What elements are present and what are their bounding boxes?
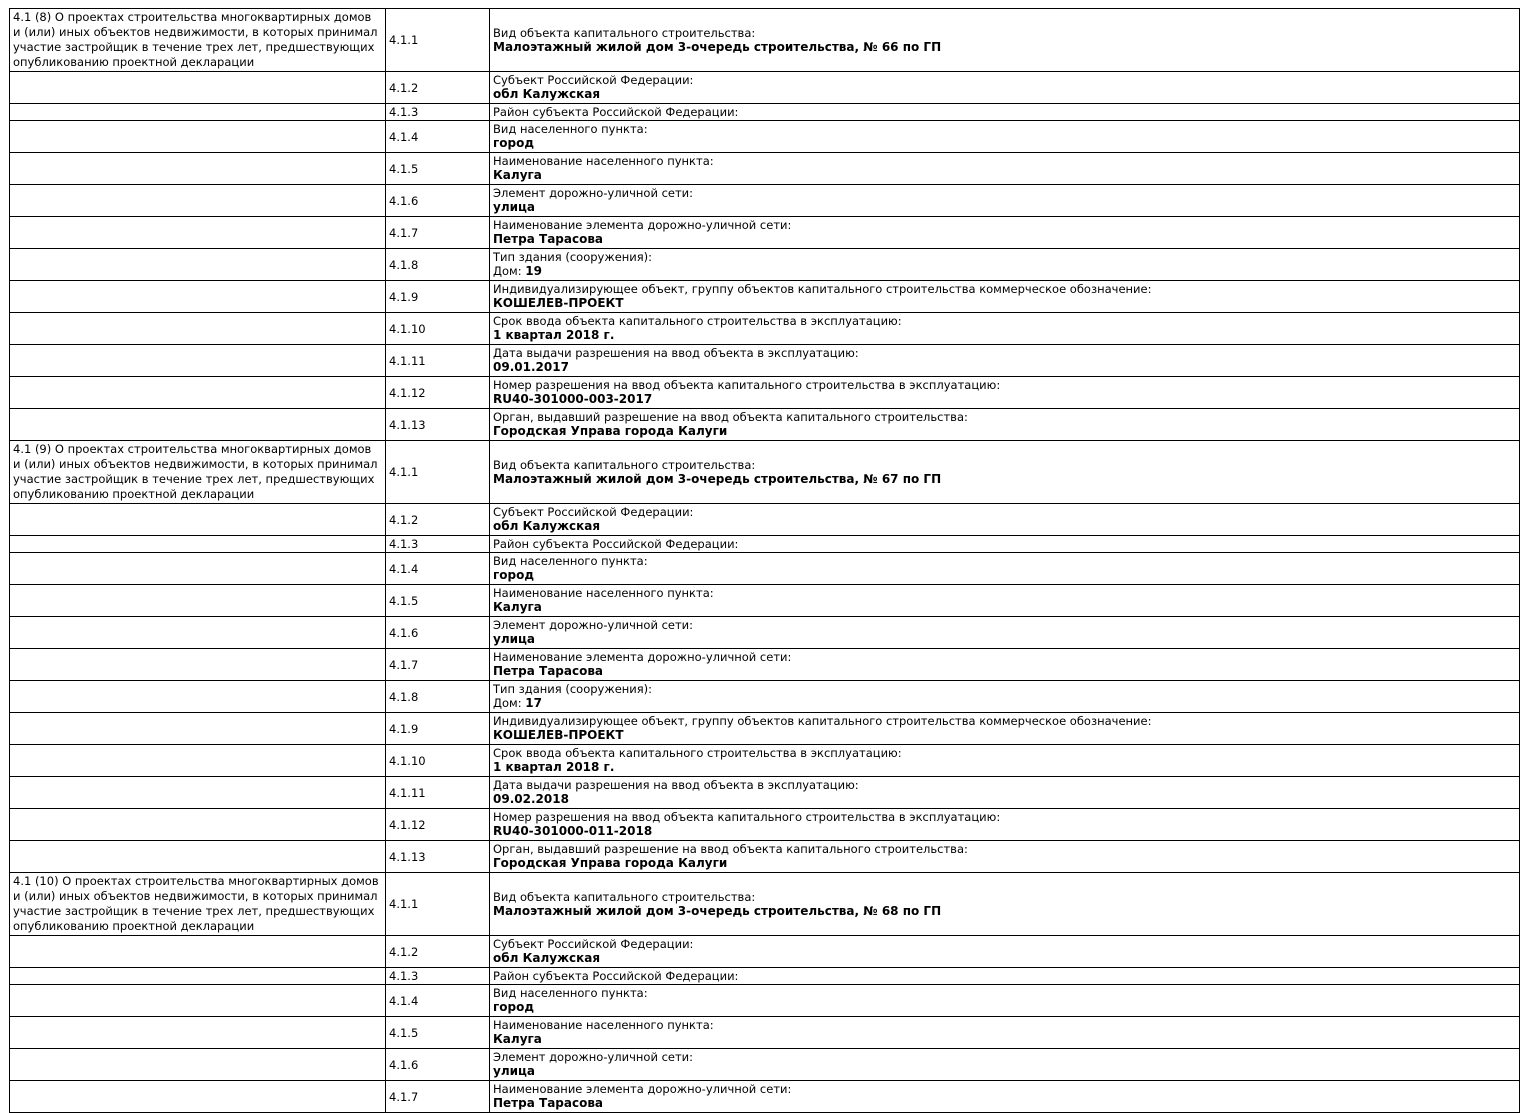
row-number: 4.1.7 xyxy=(389,1089,419,1104)
field-label: Номер разрешения на ввод объекта капитального строительства в эксплуатацию: xyxy=(493,810,1001,824)
section-description-cell xyxy=(10,1017,386,1049)
table-row xyxy=(10,504,1520,536)
row-number-cell xyxy=(386,104,490,121)
row-number: 4.1.3 xyxy=(389,537,419,551)
table-row xyxy=(10,9,1520,72)
table-row xyxy=(10,553,1520,585)
table-row xyxy=(10,377,1520,409)
row-content-cell xyxy=(490,553,1520,585)
row-number: 4.1.5 xyxy=(389,1025,419,1040)
row-number-cell xyxy=(386,536,490,553)
field-value-line xyxy=(493,951,1515,966)
row-number: 4.1.13 xyxy=(389,849,426,864)
field-label: Номер разрешения на ввод объекта капитального строительства в эксплуатацию: xyxy=(493,378,1001,392)
field-value: обл Калужская xyxy=(493,87,601,101)
field-value-line xyxy=(493,1064,1515,1079)
row-content-cell xyxy=(490,1017,1520,1049)
row-content-cell xyxy=(490,9,1520,72)
row-number: 4.1.9 xyxy=(389,289,419,304)
row-content-cell xyxy=(490,873,1520,936)
section-description-cell xyxy=(10,281,386,313)
section-description-cell xyxy=(10,409,386,441)
section-description-cell xyxy=(10,968,386,985)
field-value-line xyxy=(493,632,1515,647)
table-row xyxy=(10,841,1520,873)
field-label: Субъект Российской Федерации: xyxy=(493,73,694,87)
field-value: 17 xyxy=(525,696,542,710)
row-number-cell xyxy=(386,713,490,745)
field-label: Тип здания (сооружения): xyxy=(493,682,653,696)
field-value-line xyxy=(493,696,1515,711)
row-content-cell xyxy=(490,1081,1520,1113)
row-number-cell xyxy=(386,441,490,504)
field-label: Срок ввода объекта капитального строительства в эксплуатацию: xyxy=(493,314,902,328)
row-content-cell xyxy=(490,281,1520,313)
field-value-line xyxy=(493,856,1515,871)
row-content-cell xyxy=(490,313,1520,345)
row-content-cell xyxy=(490,681,1520,713)
row-number: 4.1.7 xyxy=(389,225,419,240)
section-description-cell xyxy=(10,249,386,281)
section-description-cell xyxy=(10,617,386,649)
row-content-cell xyxy=(490,153,1520,185)
field-value-line xyxy=(493,392,1515,407)
row-number-cell xyxy=(386,345,490,377)
row-content-cell xyxy=(490,504,1520,536)
row-number: 4.1.2 xyxy=(389,512,419,527)
field-value: RU40-301000-003-2017 xyxy=(493,392,653,406)
field-value: Петра Тарасова xyxy=(493,232,604,246)
row-number-cell xyxy=(386,553,490,585)
row-content-cell xyxy=(490,249,1520,281)
row-content-cell xyxy=(490,985,1520,1017)
field-value: обл Калужская xyxy=(493,951,601,965)
table-row xyxy=(10,936,1520,968)
row-number: 4.1.4 xyxy=(389,129,419,144)
field-value-line xyxy=(493,296,1515,311)
section-description-cell xyxy=(10,1049,386,1081)
field-value-line xyxy=(493,728,1515,743)
table-row xyxy=(10,441,1520,504)
row-number: 4.1.11 xyxy=(389,353,426,368)
row-number: 4.1.4 xyxy=(389,993,419,1008)
row-number-cell xyxy=(386,9,490,72)
table-row xyxy=(10,777,1520,809)
table-row xyxy=(10,249,1520,281)
field-value-line xyxy=(493,792,1515,807)
field-label: Вид населенного пункта: xyxy=(493,122,648,136)
row-content-cell xyxy=(490,809,1520,841)
field-value-line xyxy=(493,760,1515,775)
field-label: Наименование населенного пункта: xyxy=(493,154,714,168)
table-row xyxy=(10,681,1520,713)
row-content-cell xyxy=(490,1049,1520,1081)
row-number-cell xyxy=(386,185,490,217)
row-content-cell xyxy=(490,345,1520,377)
section-description: 4.1 (9) О проектах строительства многоквартирных домов и (или) иных объектов недвижимости, в которых принимал участие застройщик в течение трех лет, предшествующих опубликованию проектной декларации xyxy=(13,442,378,501)
row-content-cell xyxy=(490,121,1520,153)
row-number: 4.1.11 xyxy=(389,785,426,800)
table-row xyxy=(10,121,1520,153)
table-row xyxy=(10,649,1520,681)
row-number: 4.1.12 xyxy=(389,385,426,400)
section-description-cell xyxy=(10,153,386,185)
row-content-cell xyxy=(490,585,1520,617)
row-content-cell xyxy=(490,745,1520,777)
field-value-line xyxy=(493,264,1515,279)
field-value: город xyxy=(493,136,535,150)
field-value: 1 квартал 2018 г. xyxy=(493,760,615,774)
table-row xyxy=(10,281,1520,313)
section-description-cell xyxy=(10,217,386,249)
field-label: Элемент дорожно-уличной сети: xyxy=(493,618,694,632)
row-content-cell xyxy=(490,617,1520,649)
field-value: Петра Тарасова xyxy=(493,664,604,678)
row-number-cell xyxy=(386,841,490,873)
row-content-cell xyxy=(490,713,1520,745)
row-number-cell xyxy=(386,968,490,985)
section-description-cell xyxy=(10,936,386,968)
row-number: 4.1.10 xyxy=(389,753,426,768)
section-description-cell xyxy=(10,1081,386,1113)
table-row xyxy=(10,217,1520,249)
field-value-line xyxy=(493,519,1515,534)
row-number: 4.1.8 xyxy=(389,257,419,272)
row-number-cell xyxy=(386,649,490,681)
field-value: Городская Управа города Калуги xyxy=(493,856,728,870)
table-row xyxy=(10,745,1520,777)
row-number-cell xyxy=(386,745,490,777)
field-label: Вид объекта капитального строительства: xyxy=(493,25,756,40)
row-number: 4.1.12 xyxy=(389,817,426,832)
field-value-line xyxy=(493,1032,1515,1047)
row-number: 4.1.8 xyxy=(389,689,419,704)
section-description-cell xyxy=(10,809,386,841)
row-number: 4.1.1 xyxy=(389,897,419,911)
field-value: Малоэтажный жилой дом 3-очередь строительства, № 68 по ГП xyxy=(493,903,942,918)
row-number-cell xyxy=(386,617,490,649)
section-description-cell xyxy=(10,553,386,585)
row-content-cell xyxy=(490,377,1520,409)
row-number: 4.1.2 xyxy=(389,944,419,959)
row-content-cell xyxy=(490,841,1520,873)
field-label: Вид населенного пункта: xyxy=(493,554,648,568)
row-content-cell xyxy=(490,104,1520,121)
field-value: КОШЕЛЕВ-ПРОЕКТ xyxy=(493,728,624,742)
row-number-cell xyxy=(386,777,490,809)
row-number-cell xyxy=(386,985,490,1017)
table-row xyxy=(10,409,1520,441)
section-description-cell xyxy=(10,72,386,104)
row-number: 4.1.5 xyxy=(389,161,419,176)
section-description-cell xyxy=(10,536,386,553)
field-value: улица xyxy=(493,632,536,646)
row-number-cell xyxy=(386,72,490,104)
row-content-cell xyxy=(490,936,1520,968)
field-label: Вид объекта капитального строительства: xyxy=(493,457,756,472)
field-label: Наименование населенного пункта: xyxy=(493,586,714,600)
field-label: Срок ввода объекта капитального строительства в эксплуатацию: xyxy=(493,746,902,760)
row-number-cell xyxy=(386,153,490,185)
table-row xyxy=(10,1017,1520,1049)
section-description-cell xyxy=(10,9,386,72)
field-value: Малоэтажный жилой дом 3-очередь строительства, № 66 по ГП xyxy=(493,39,942,54)
section-description-cell xyxy=(10,777,386,809)
row-number-cell xyxy=(386,281,490,313)
table-row xyxy=(10,153,1520,185)
field-label: Индивидуализирующее объект, группу объектов капитального строительства коммерческое обозначение: xyxy=(493,282,1152,296)
field-value: 19 xyxy=(525,264,542,278)
field-value: Городская Управа города Калуги xyxy=(493,424,728,438)
section-description-cell xyxy=(10,185,386,217)
field-label: Дата выдачи разрешения на ввод объекта в эксплуатацию: xyxy=(493,778,859,792)
field-value-prefix: Дом: xyxy=(493,696,526,710)
section-description-cell xyxy=(10,873,386,936)
field-label: Тип здания (сооружения): xyxy=(493,250,653,264)
field-value-line xyxy=(493,232,1515,247)
field-label: Район субъекта Российской Федерации: xyxy=(493,537,739,551)
row-content-cell xyxy=(490,441,1520,504)
section-description-cell xyxy=(10,313,386,345)
field-label: Индивидуализирующее объект, группу объектов капитального строительства коммерческое обозначение: xyxy=(493,714,1152,728)
section-description-cell xyxy=(10,745,386,777)
field-value: Малоэтажный жилой дом 3-очередь строительства, № 67 по ГП xyxy=(493,471,942,486)
table-row xyxy=(10,72,1520,104)
section-description-cell xyxy=(10,345,386,377)
field-value-line xyxy=(493,168,1515,183)
field-value-line xyxy=(493,824,1515,839)
section-description: 4.1 (8) О проектах строительства многоквартирных домов и (или) иных объектов недвижимости, в которых принимал участие застройщик в течение трех лет, предшествующих опубликованию проектной декларации xyxy=(13,10,378,69)
row-number: 4.1.4 xyxy=(389,561,419,576)
table-row xyxy=(10,809,1520,841)
table-row xyxy=(10,985,1520,1017)
section-description-cell xyxy=(10,504,386,536)
row-number: 4.1.6 xyxy=(389,1057,419,1072)
section-description-cell xyxy=(10,121,386,153)
table-row xyxy=(10,185,1520,217)
row-number-cell xyxy=(386,217,490,249)
section-description-cell xyxy=(10,985,386,1017)
field-value-prefix: Дом: xyxy=(493,264,526,278)
field-label: Вид населенного пункта: xyxy=(493,986,648,1000)
row-number: 4.1.1 xyxy=(389,33,419,47)
field-value: 09.02.2018 xyxy=(493,792,569,806)
section-description: 4.1 (10) О проектах строительства многоквартирных домов и (или) иных объектов недвижимости, в которых принимал участие застройщик в течение трех лет, предшествующих опубликованию проектной декларации xyxy=(13,874,379,933)
declaration-table xyxy=(9,8,1520,1113)
field-value: RU40-301000-011-2018 xyxy=(493,824,653,838)
row-content-cell xyxy=(490,409,1520,441)
field-value-line xyxy=(493,1096,1515,1111)
field-value: 09.01.2017 xyxy=(493,360,569,374)
row-number: 4.1.5 xyxy=(389,593,419,608)
field-value: обл Калужская xyxy=(493,519,601,533)
field-value: 1 квартал 2018 г. xyxy=(493,328,615,342)
field-value: улица xyxy=(493,1064,536,1078)
field-value-line xyxy=(493,40,1515,55)
row-number: 4.1.1 xyxy=(389,465,419,479)
row-number-cell xyxy=(386,377,490,409)
field-value: улица xyxy=(493,200,536,214)
section-description-cell xyxy=(10,585,386,617)
field-value: Петра Тарасова xyxy=(493,1096,604,1110)
section-description-cell xyxy=(10,377,386,409)
field-label: Элемент дорожно-уличной сети: xyxy=(493,1050,694,1064)
field-value: КОШЕЛЕВ-ПРОЕКТ xyxy=(493,296,624,310)
row-number: 4.1.3 xyxy=(389,969,419,983)
row-number-cell xyxy=(386,249,490,281)
field-value-line xyxy=(493,472,1515,487)
field-label: Наименование элемента дорожно-уличной сети: xyxy=(493,218,792,232)
section-description-cell xyxy=(10,649,386,681)
row-number: 4.1.6 xyxy=(389,625,419,640)
row-number-cell xyxy=(386,121,490,153)
row-content-cell xyxy=(490,72,1520,104)
row-number-cell xyxy=(386,936,490,968)
row-number-cell xyxy=(386,1017,490,1049)
row-number-cell xyxy=(386,1081,490,1113)
section-description-cell xyxy=(10,104,386,121)
field-value: город xyxy=(493,1000,535,1014)
table-row xyxy=(10,617,1520,649)
field-value-line xyxy=(493,87,1515,102)
row-content-cell xyxy=(490,536,1520,553)
field-value: Калуга xyxy=(493,600,542,614)
section-description-cell xyxy=(10,441,386,504)
field-value-line xyxy=(493,424,1515,439)
row-number: 4.1.7 xyxy=(389,657,419,672)
table-row xyxy=(10,313,1520,345)
field-value-line xyxy=(493,360,1515,375)
section-description-cell xyxy=(10,713,386,745)
table-row xyxy=(10,1081,1520,1113)
row-number-cell xyxy=(386,313,490,345)
row-number: 4.1.3 xyxy=(389,105,419,119)
row-number-cell xyxy=(386,1049,490,1081)
field-label: Наименование элемента дорожно-уличной сети: xyxy=(493,1082,792,1096)
field-value-line xyxy=(493,568,1515,583)
field-value-line xyxy=(493,328,1515,343)
row-number: 4.1.9 xyxy=(389,721,419,736)
section-description-cell xyxy=(10,681,386,713)
field-value-line xyxy=(493,136,1515,151)
table-row xyxy=(10,968,1520,985)
row-number: 4.1.2 xyxy=(389,80,419,95)
table-row xyxy=(10,873,1520,936)
field-label: Орган, выдавший разрешение на ввод объекта капитального строительства: xyxy=(493,842,968,856)
row-number: 4.1.6 xyxy=(389,193,419,208)
table-row xyxy=(10,585,1520,617)
row-number-cell xyxy=(386,409,490,441)
section-description-cell xyxy=(10,841,386,873)
field-label: Дата выдачи разрешения на ввод объекта в эксплуатацию: xyxy=(493,346,859,360)
row-number: 4.1.10 xyxy=(389,321,426,336)
row-number: 4.1.13 xyxy=(389,417,426,432)
field-label: Вид объекта капитального строительства: xyxy=(493,889,756,904)
table-row xyxy=(10,713,1520,745)
table-body xyxy=(10,9,1520,1113)
row-content-cell xyxy=(490,777,1520,809)
row-number-cell xyxy=(386,585,490,617)
table-row xyxy=(10,104,1520,121)
row-number-cell xyxy=(386,504,490,536)
field-value: Калуга xyxy=(493,1032,542,1046)
table-row xyxy=(10,536,1520,553)
row-content-cell xyxy=(490,649,1520,681)
field-label: Район субъекта Российской Федерации: xyxy=(493,105,739,119)
row-number-cell xyxy=(386,681,490,713)
row-number-cell xyxy=(386,873,490,936)
row-content-cell xyxy=(490,968,1520,985)
field-label: Элемент дорожно-уличной сети: xyxy=(493,186,694,200)
field-label: Орган, выдавший разрешение на ввод объекта капитального строительства: xyxy=(493,410,968,424)
field-label: Субъект Российской Федерации: xyxy=(493,937,694,951)
row-content-cell xyxy=(490,217,1520,249)
field-value-line xyxy=(493,200,1515,215)
row-number-cell xyxy=(386,809,490,841)
field-value: Калуга xyxy=(493,168,542,182)
field-label: Наименование населенного пункта: xyxy=(493,1018,714,1032)
table-row xyxy=(10,1049,1520,1081)
field-label: Субъект Российской Федерации: xyxy=(493,505,694,519)
field-value-line xyxy=(493,664,1515,679)
table-row xyxy=(10,345,1520,377)
field-label: Район субъекта Российской Федерации: xyxy=(493,969,739,983)
field-value: город xyxy=(493,568,535,582)
field-label: Наименование элемента дорожно-уличной сети: xyxy=(493,650,792,664)
field-value-line xyxy=(493,904,1515,919)
row-content-cell xyxy=(490,185,1520,217)
field-value-line xyxy=(493,1000,1515,1015)
field-value-line xyxy=(493,600,1515,615)
